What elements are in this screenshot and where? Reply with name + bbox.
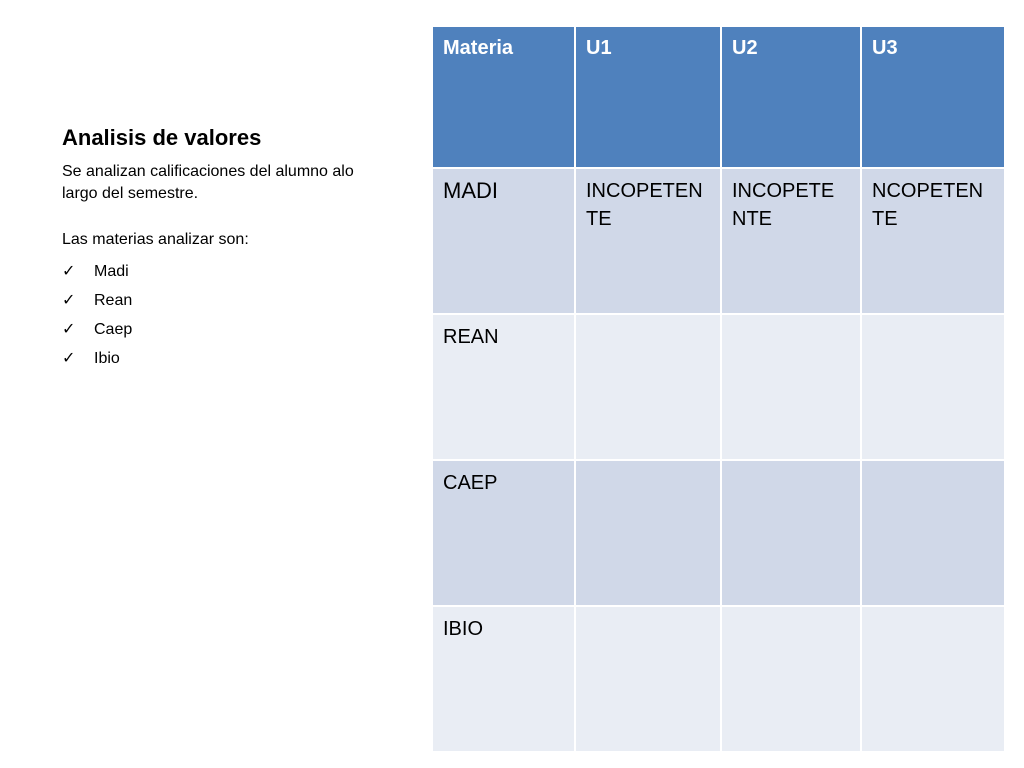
table-cell bbox=[721, 460, 861, 606]
list-intro: Las materias analizar son: bbox=[62, 231, 249, 248]
table-cell-subject: MADI bbox=[432, 168, 575, 314]
table-cell bbox=[861, 460, 1005, 606]
table-cell bbox=[721, 314, 861, 460]
table-cell bbox=[861, 314, 1005, 460]
subject-list bbox=[62, 257, 392, 373]
list-item bbox=[62, 344, 392, 373]
table-cell bbox=[575, 460, 721, 606]
list-item bbox=[62, 257, 392, 286]
table-row bbox=[432, 460, 1005, 606]
table-cell bbox=[861, 606, 1005, 752]
checkmark-icon: ✓ bbox=[62, 292, 76, 309]
column-header-u3: U3 bbox=[861, 26, 1005, 168]
list-item bbox=[62, 315, 392, 344]
column-header-u1: U1 bbox=[575, 26, 721, 168]
table-cell: NCOPETEN TE bbox=[861, 168, 1005, 314]
table-row bbox=[432, 168, 1005, 314]
list-item-label: Ibio bbox=[94, 350, 120, 367]
table-cell: INCOPETE NTE bbox=[721, 168, 861, 314]
table-cell: INCOPETEN TE bbox=[575, 168, 721, 314]
column-header-u2: U2 bbox=[721, 26, 861, 168]
table-cell bbox=[575, 314, 721, 460]
table-row bbox=[432, 606, 1005, 752]
table-cell-subject: CAEP bbox=[432, 460, 575, 606]
table-cell bbox=[721, 606, 861, 752]
list-item bbox=[62, 286, 392, 315]
table-row bbox=[432, 314, 1005, 460]
table-cell-subject: IBIO bbox=[432, 606, 575, 752]
table-header-row bbox=[432, 26, 1005, 168]
list-item-label: Rean bbox=[94, 292, 133, 309]
table-cell bbox=[575, 606, 721, 752]
checkmark-icon: ✓ bbox=[62, 321, 76, 338]
list-item-label: Caep bbox=[94, 321, 133, 338]
checkmark-icon: ✓ bbox=[62, 263, 76, 280]
slide-description: Se analizan calificaciones del alumno alo largo del semestre. bbox=[62, 163, 354, 202]
text-block bbox=[62, 124, 392, 373]
list-item-label: Madi bbox=[94, 263, 129, 280]
slide-title: Analisis de valores bbox=[62, 125, 262, 150]
grades-table bbox=[431, 25, 1006, 753]
checkmark-icon: ✓ bbox=[62, 350, 76, 367]
table-cell-subject: REAN bbox=[432, 314, 575, 460]
column-header-materia: Materia bbox=[432, 26, 575, 168]
